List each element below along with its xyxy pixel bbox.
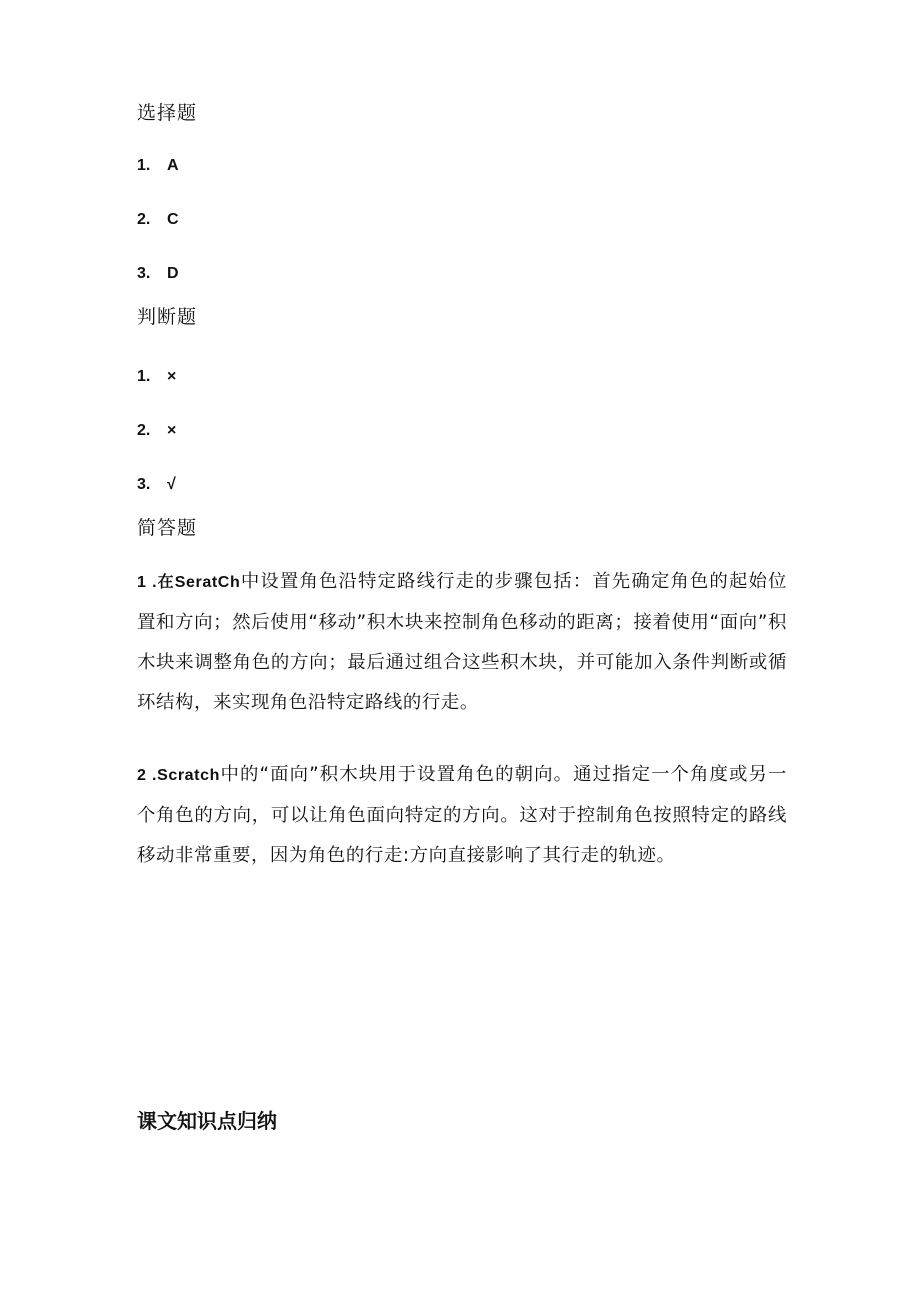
choice-item: [137, 264, 179, 284]
judge-item: [137, 421, 176, 441]
item-answer: D: [167, 265, 179, 282]
short-answer-paragraph: [137, 562, 787, 723]
answer-text: 中的“面向”积木块用于设置角色的朝向。通过指定一个角度或另一个角色的方向，可以让角色面向特定的方向。这对于控制角色按照特定的路线移动非常重要，因为角色的行走:方向直接影响了其行走的轨迹。: [137, 764, 788, 866]
item-number: 1.: [137, 157, 151, 174]
item-number: 3.: [137, 476, 151, 493]
choice-section-title: 选择题: [137, 102, 198, 124]
answer-text: 中设置角色沿特定路线行走的步骤包括：首先确定角色的起始位置和方向；然后使用“移动”积木块来控制角色移动的距离；接着使用“面向”积木块来调整角色的方向；最后通过组合这些积木块，并可能加入条件判断或循环结构，来实现角色沿特定路线的行走。: [137, 571, 787, 713]
short-answer-section-title: 简答题: [137, 517, 198, 539]
item-answer: √: [167, 476, 176, 493]
item-answer: C: [167, 211, 179, 228]
judge-item: [137, 475, 176, 495]
answer-lead: 1 .在SeratCh: [137, 574, 241, 591]
judge-section-title: 判断题: [137, 306, 198, 328]
item-number: 2.: [137, 422, 151, 439]
answer-lead: 2 .Scratch: [137, 767, 220, 784]
judge-item: [137, 367, 176, 387]
item-number: 2.: [137, 211, 151, 228]
item-answer: A: [167, 157, 179, 174]
short-answer-paragraph: [137, 755, 787, 876]
choice-item: [137, 156, 179, 176]
item-number: 1.: [137, 368, 151, 385]
knowledge-section-title: 课文知识点归纳: [137, 1109, 277, 1133]
choice-item: [137, 210, 179, 230]
item-answer: ×: [167, 422, 177, 439]
item-number: 3.: [137, 265, 151, 282]
item-answer: ×: [167, 368, 177, 385]
